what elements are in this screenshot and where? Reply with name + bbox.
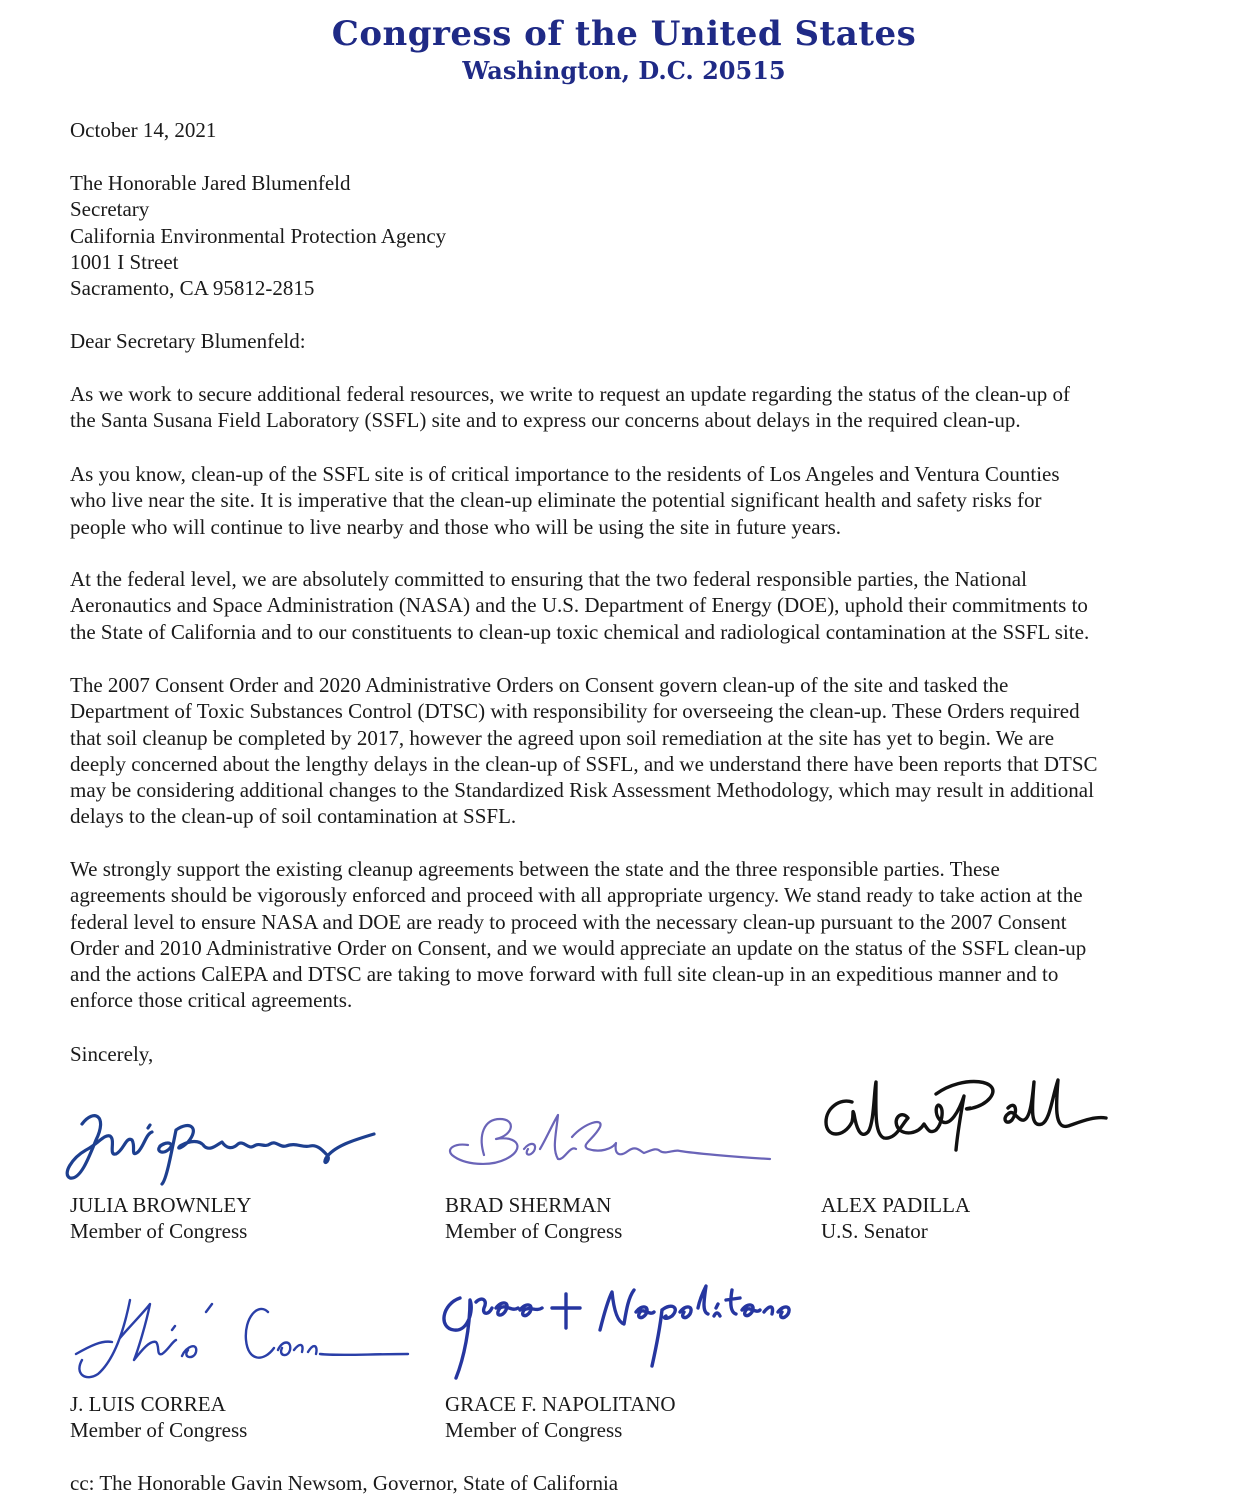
paragraph-3 bbox=[70, 566, 1200, 645]
paragraph-line: The 2007 Consent Order and 2020 Administrative Orders on Consent govern clean-up of the site and tasked the bbox=[70, 673, 1009, 697]
salutation: Dear Secretary Blumenfeld: bbox=[70, 329, 306, 353]
signatory-title: Member of Congress bbox=[445, 1418, 623, 1442]
letter-date: October 14, 2021 bbox=[70, 118, 217, 142]
recipient-line: The Honorable Jared Blumenfeld bbox=[70, 171, 351, 195]
paragraph-line: As we work to secure additional federal resources, we write to request an update regarding the status of the clean-up of bbox=[70, 382, 1071, 406]
closing: Sincerely, bbox=[70, 1042, 154, 1066]
paragraph-line: delays to the clean-up of soil contamination at SSFL. bbox=[70, 804, 517, 829]
paragraph-line: and the actions CalEPA and DTSC are taking to move forward with full site clean-up in an expeditious manner and to bbox=[70, 962, 1059, 987]
signature-padilla bbox=[818, 1068, 1113, 1153]
paragraph-line: We strongly support the existing cleanup agreements between the state and the three responsible parties. These bbox=[70, 857, 1000, 881]
signature-sherman bbox=[444, 1105, 774, 1180]
letterhead-address: Washington, D.C. 20515 bbox=[462, 56, 786, 85]
recipient-line: 1001 I Street bbox=[70, 249, 179, 274]
letterhead-title: Congress of the United States bbox=[331, 14, 917, 54]
paragraph-4 bbox=[70, 672, 1200, 830]
paragraph-line: may be considering additional changes to the Standardized Risk Assessment Methodology, which may result in additional bbox=[70, 778, 1094, 803]
paragraph-line: deeply concerned about the lengthy delays in the clean-up of SSFL, and we understand there have been reports that DTSC bbox=[70, 751, 1098, 776]
paragraph-line: agreements should be vigorously enforced and proceed with all appropriate urgency. We stand ready to take action at the bbox=[70, 883, 1083, 908]
paragraph-2 bbox=[70, 461, 1200, 540]
cc-line: cc: The Honorable Gavin Newsom, Governor, State of California bbox=[70, 1471, 619, 1495]
recipient-line: California Environmental Protection Agency bbox=[70, 223, 447, 248]
paragraph-line: who live near the site. It is imperative that the clean-up eliminate the potential significant health and safety risks for bbox=[70, 488, 1042, 513]
paragraph-line: Aeronautics and Space Administration (NASA) and the U.S. Department of Energy (DOE), uphold their commitments to bbox=[70, 593, 1088, 618]
signatory-name: GRACE F. NAPOLITANO bbox=[445, 1392, 676, 1416]
signature-brownley bbox=[64, 1100, 384, 1190]
paragraph-5 bbox=[70, 856, 1200, 1014]
paragraph-line: Order and 2010 Administrative Order on Consent, and we would appreciate an update on the status of the SSFL clean-up bbox=[70, 935, 1087, 960]
signatory-title: Member of Congress bbox=[70, 1418, 248, 1442]
paragraph-line: Department of Toxic Substances Control (DTSC) with responsibility for overseeing the clean-up. These Orders required bbox=[70, 699, 1080, 724]
paragraph-line: the State of California and to our constituents to clean-up toxic chemical and radiological contamination at the SSFL site. bbox=[70, 619, 1090, 644]
signature-napolitano bbox=[430, 1278, 815, 1388]
paragraph-line: enforce those critical agreements. bbox=[70, 988, 353, 1013]
paragraph-line: that soil cleanup be completed by 2017, however the agreed upon soil remediation at the site has yet to begin. We are bbox=[70, 725, 1055, 750]
paragraph-line: people who will continue to live nearby and those who will be using the site in future years. bbox=[70, 514, 841, 539]
signatory-name: BRAD SHERMAN bbox=[445, 1193, 612, 1217]
signatory-title: U.S. Senator bbox=[821, 1219, 928, 1243]
signature-correa bbox=[68, 1290, 413, 1385]
paragraph-line: As you know, clean-up of the SSFL site is of critical importance to the residents of Los Angeles and Ventura Counties bbox=[70, 462, 1060, 486]
signatory-title: Member of Congress bbox=[445, 1219, 623, 1243]
signatory-name: JULIA BROWNLEY bbox=[70, 1193, 252, 1217]
signatory-title: Member of Congress bbox=[70, 1219, 248, 1243]
paragraph-1 bbox=[70, 381, 1200, 434]
signatory-name: J. LUIS CORREA bbox=[70, 1392, 226, 1416]
recipient-block bbox=[70, 170, 1200, 301]
paragraph-line: At the federal level, we are absolutely committed to ensuring that the two federal responsible parties, the National bbox=[70, 567, 1027, 591]
paragraph-line: the Santa Susana Field Laboratory (SSFL) site and to express our concerns about delays in the required clean-up. bbox=[70, 408, 1021, 433]
signatory-name: ALEX PADILLA bbox=[821, 1193, 971, 1217]
paragraph-line: federal level to ensure NASA and DOE are ready to proceed with the necessary clean-up pursuant to the 2007 Consent bbox=[70, 909, 1067, 934]
recipient-line: Sacramento, CA 95812-2815 bbox=[70, 276, 315, 301]
recipient-line: Secretary bbox=[70, 197, 150, 222]
